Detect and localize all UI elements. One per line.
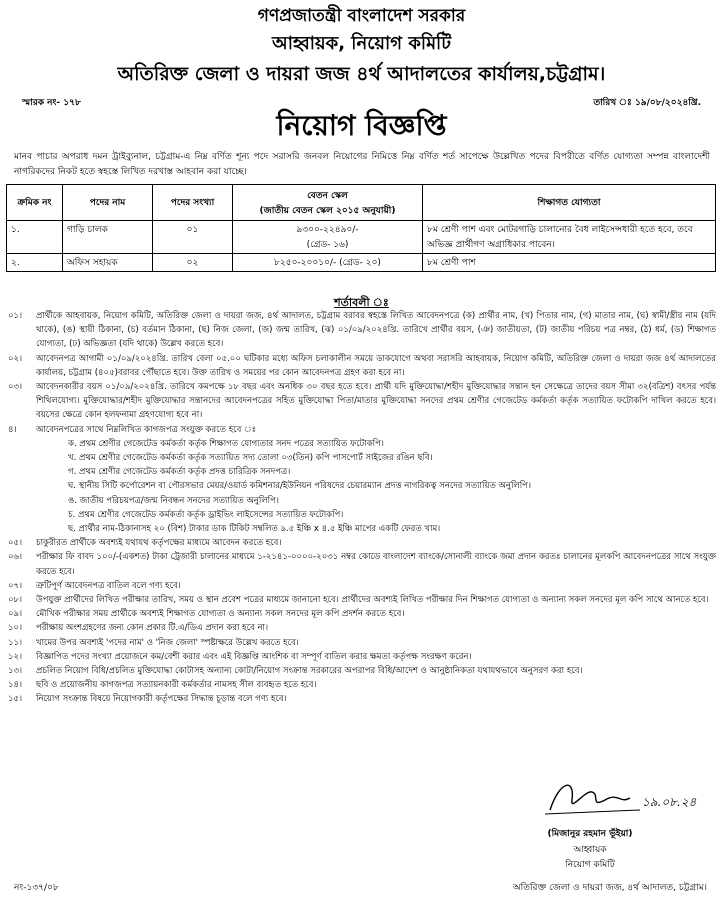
table-header-row (7, 185, 716, 221)
condition-number: ১২। (8, 651, 23, 662)
condition-number: ১১। (8, 637, 23, 648)
condition-item (8, 465, 716, 479)
page-title: নিয়োগ বিজ্ঞপ্তি (276, 109, 447, 142)
condition-item (8, 536, 716, 550)
office-heading: অতিরিক্ত জেলা ও দায়রা জজ ৪র্থ আদালতের কার্যালয়,চট্টগ্রাম। (117, 63, 606, 85)
condition-text: ত্রুটিপূর্ণ আবেদনপত্র বাতিল বলে গণ্য হবে। (36, 580, 181, 591)
condition-item (8, 508, 716, 522)
condition-item (8, 479, 716, 493)
condition-text: বিজ্ঞাপিত পদের সংখ্যা প্রয়োজনে কম/বেশী করার এবং এই বিজ্ঞপ্তি আংশিক বা সম্পূর্ণ বাতিল করার ক্ষমতা কর্তৃপক্ষ সংরক্ষণ করেন। (36, 651, 472, 662)
condition-text: প্রচলিত নিয়োগ বিধি/প্রচলিত মুক্তিযোদ্ধা কোটাসহ অন্যান্য কোটা/নিয়োগ সংক্রান্ত সরকারের অপরাপর বিধি/আদেশ ও আনুষ্ঠানিকতা যথাযথভাবে অনুসরণ করা হবে। (36, 666, 583, 677)
row-serial: ২. (7, 254, 63, 272)
table-row (7, 221, 716, 254)
condition-text: ছবি ও প্রয়োজনীয় কাগজপত্র সত্যায়নকারী কর্মকর্তার নামসহ সীল ব্যবহৃত হতে হবে। (36, 680, 317, 691)
memo-number: স্মারক নং- ১৭৮ (22, 98, 81, 108)
col-scale-label: বেতন স্কেল (307, 190, 348, 201)
condition-text: আবেদনকারীর বয়স ০১/০৯/২০২৪খ্রি. তারিখে কমপক্ষে ১৮ বছর এবং অনধিক ৩০ বছর হতে হবে। প্রার্থী যদি মুক্তিযোদ্ধা/শহীদ মুক্তিযোদ্ধার সন্তান হন সেক্ষেত্রে তাদের বয়স সীমা ৩২(বত্রিশ) বৎসর পর্যন্ত শিথিলযোগ্য। মুক্তিযোদ্ধার/শহীদ মুক্তিযোদ্ধার সন্তানদের আবেদনপত্রের সহিত মুক্তিযোদ্ধা পিতা/মাতার মুক্তিযোদ্ধা সনদের প্রথম শ্রেণীর গেজেটেড কর্মকর্তা কর্তৃক সত্যায়িত ফটোকপি দাখিল করতে হবে। বয়সের ক্ষেত্রে কোন হলফনামা গ্রহণযোগ্য হবে না। (36, 382, 716, 421)
signatory-office: অতিরিক্ত জেলা ও দায়রা জজ, ৪র্থ আদালত, চট্টগ্রাম। (512, 883, 707, 893)
condition-text: মৌখিক পরীক্ষার সময় প্রার্থীকে অবশ্যই শিক্ষাগত যোগ্যতা ও অন্যান্য সকল সনদের মূল কপি প্রদর্শন করতে হবে। (36, 609, 405, 620)
condition-text: আবেদনপত্রের সাথে নিম্নলিখিত কাগজপত্র সংযুক্ত করতে হবে ঃ (36, 424, 257, 435)
condition-text: প্রার্থীকে আহবায়ক, নিয়োগ কমিটি, অতিরিক্ত জেলা ও দায়রা জজ, ৪র্থ আদালত, চট্টগ্রাম বরাবর স্বহস্তে লিখিত আবেদনপত্রে (ক) প্রার্থীর নাম, (খ) পিতার নাম, (গ) মাতার নাম, (ঘ) স্বামী/স্ত্রীর নাম (যদি থাকে), (ঙ) স্থায়ী ঠিকানা, (চ) বর্তমান ঠিকানা, (ছ) নিজ জেলা, (জ) জন্ম তারিখ, (ঝ) ০১/০৯/২০২৪খ্রি. তারিখে প্রার্থীর বয়স, (ঞ) জাতীয়তা, (ট) জাতীয় পরিচয় পত্র নম্বর, (ঠ) ধর্ম, (ড) শিক্ষাগত যোগ্যতা, (ঢ) অভিজ্ঞতা (যদি থাকে) উল্লেখ করতে হবে। (36, 311, 716, 350)
condition-text: ছ. প্রার্থীর নাম-ঠিকানাসহ ২০ (বিশ) টাকার ডাক টিকিট সম্বলিত ৯.৫ ইঞ্চি x ৪.৫ ইঞ্চি মাপের একটি ফেরত খাম। (68, 524, 441, 535)
condition-number: ১৫। (8, 694, 23, 705)
condition-text: ক. প্রথম শ্রেণীর গেজেটেড কর্মকর্তা কর্তৃক শিক্ষাগত যোগ্যতার সনদ পত্রের সত্যায়িত ফটোকপি। (68, 438, 384, 449)
row-post: অফিস সহায়ক (63, 254, 153, 272)
posts-table (6, 184, 716, 272)
condition-number: ০৯। (8, 609, 23, 620)
row-post: গাড়ি চালক (63, 221, 153, 254)
condition-item (8, 636, 716, 650)
row-count: ০২ (153, 254, 233, 272)
condition-number: ০৩। (8, 382, 23, 393)
condition-text: চাকুরীরত প্রার্থীকে অবশ্যই যথাযথ কর্তৃপক্ষের মাধ্যমে আবেদন করতে হবে। (36, 538, 282, 549)
row-serial: ১. (7, 221, 63, 254)
committee-heading: আহ্বায়ক, নিয়োগ কমিটি (271, 33, 452, 54)
condition-item (8, 607, 716, 621)
condition-number: ০৭। (8, 580, 23, 591)
row-count: ০১ (153, 221, 233, 254)
condition-text: গ. প্রথম শ্রেণীর গেজেটেড কর্মকর্তা কর্তৃক প্রদত্ত চারিত্রিক সনদপত্র। (68, 467, 291, 478)
condition-text: উপযুক্ত প্রার্থীদের লিখিত পরীক্ষার তারিখ, সময় ও স্থান প্রবেশ পত্রের মাধ্যমে জানানো হবে। প্রার্থীদের অবশ্যই লিখিত পরীক্ষার দিন শিক্ষাগত যোগ্যতা ও অন্যান্য সকল সনদের মূল কপি সাথে আনতে হবে। (36, 595, 709, 606)
condition-item (8, 621, 716, 635)
condition-number: ৪। (8, 424, 17, 435)
condition-number: ১৪। (8, 680, 23, 691)
conditions-title: শর্তাবলী ঃ (334, 296, 389, 309)
condition-text: পরীক্ষায় অংশগ্রহণের জন্য কোন প্রকার টি.এ/ডিএ প্রদান করা হবে না। (36, 623, 269, 634)
row-qualification: ৮ম শ্রেণী পাশ এবং মোটরগাড়ি চালানোর বৈধ লাইসেন্সধারী হতে হবে, তবে অভিজ্ঞ প্রার্থীগণ অগ্রাধিকার পাবেন। (423, 221, 716, 254)
reference-number: নং-১৩৭/০৮ (14, 883, 59, 893)
col-post: পদের নাম (63, 185, 153, 221)
condition-number: ১০। (8, 623, 23, 634)
condition-item (8, 494, 716, 508)
condition-item (8, 451, 716, 465)
col-serial: ক্রমিক নং (7, 185, 63, 221)
condition-item (8, 309, 716, 352)
condition-text: পরীক্ষার ফি বাবদ ১০০/-(একশত) টাকা ট্রেজারী চালানের মাধ্যমে ১-২১৪১-০০০০-২০৩১ নম্বর কোডে বাংলাদেশ ব্যাংকে/সোনালী ব্যাংকে জমা প্রদান করতঃ চালানের মূলকপি আবেদনপত্রের সাথে সংযুক্ত করতে হবে। (36, 552, 716, 577)
row-scale (233, 254, 423, 272)
col-scale-sub: (জাতীয় বেতন স্কেল ২০১৫ অনুযায়ী) (259, 205, 396, 216)
signatory-role: আহ্বায়ক (573, 845, 607, 855)
condition-number: ১৩। (8, 666, 23, 677)
intro-paragraph: মানব পাচার অপরাধ দমন ট্রাইব্যুনাল, চট্টগ্রাম-এ নিম্ন বর্ণিত শূন্য পদে সরাসরি জনবল নিয়োগের নিমিত্তে নিম্ন বর্ণিত শর্ত সাপেক্ষে উল্লেখিত পদের বিপরীতে বর্ণিত যোগ্যতা সম্পন্ন বাংলাদেশী নাগরিকদের নিকট হতে স্বহস্তে লিখিত দরখাস্ত আহবান করা যাচ্ছে। (14, 152, 710, 177)
condition-number: ০১। (8, 311, 23, 321)
condition-item (8, 593, 716, 607)
condition-item (8, 437, 716, 451)
condition-text: খ. প্রথম শ্রেণীর গেজেটেড কর্মকর্তা কর্তৃক সত্যায়িত সদ্য তোলা ০৩(তিন) কপি পাসপোর্ট সাইজের রঙিন ছবি। (68, 453, 433, 464)
condition-item (8, 380, 716, 423)
notice-date: তারিখ ঃ ১৯/০৮/২০২৪খ্রি. (593, 98, 701, 108)
condition-item (8, 664, 716, 678)
condition-text: নিয়োগ সংক্রান্ত বিষয়ে নিয়োগকারী কর্তৃপক্ষের সিদ্ধান্ত চূড়ান্ত বলে গণ্য হবে। (36, 694, 287, 705)
signature-date: ১৯.০৮.২৪ (642, 795, 697, 809)
condition-item (8, 692, 716, 706)
row-scale-value: ৯৩০০-২২৪৯০/- (296, 225, 359, 235)
row-scale (233, 221, 423, 254)
row-grade: (গ্রেড- ২০) (339, 258, 381, 268)
condition-item (8, 650, 716, 664)
condition-number: ০২। (8, 353, 23, 364)
col-scale (233, 185, 423, 221)
condition-text: খামের উপর অবশ্যই 'পদের নাম' ও 'নিজ জেলা' স্পষ্টাক্ষরে উল্লেখ করতে হবে। (36, 637, 299, 648)
condition-item (8, 550, 716, 578)
conditions-list (8, 309, 716, 707)
signatory-name: (মিজানুর রহমান ভূঁইয়া) (547, 829, 633, 839)
condition-item (8, 352, 716, 380)
condition-number: ০৮। (8, 595, 23, 606)
condition-item (8, 579, 716, 593)
condition-text: ঘ. স্থানীয় সিটি কর্পোরেশন বা পৌরসভার মেয়র/ওয়ার্ড কমিশনার/ইউনিয়ন পরিষদের চেয়ারম্যান প্রদত্ত নাগরিকত্ব সনদের সত্যায়িত অনুলিপি। (68, 481, 531, 492)
condition-item (8, 678, 716, 692)
table-row (7, 254, 716, 272)
condition-text: ঙ. জাতীয় পরিচয়পত্র/জন্ম নিবন্ধন সনদের সত্যায়িত অনুলিপি। (68, 495, 279, 506)
condition-item (8, 423, 716, 437)
row-grade: (গ্রেড- ১৬) (306, 240, 349, 250)
condition-number: ০৫। (8, 538, 23, 549)
signatory-committee: নিয়োগ কমিটি (565, 860, 615, 870)
condition-number: ০৬। (8, 552, 23, 563)
condition-item (8, 522, 716, 536)
row-qualification: ৮ম শ্রেণী পাশ (423, 254, 716, 272)
col-qualification: শিক্ষাগত যোগ্যতা (423, 185, 716, 221)
government-heading: গণপ্রজাতন্ত্রী বাংলাদেশ সরকার (257, 6, 466, 26)
signature-mark (530, 770, 710, 822)
condition-text: চ. প্রথম শ্রেণীর গেজেটেড কর্মকর্তা কর্তৃক ড্রাইভিং লাইসেন্সের সত্যায়িত ফটোকপি। (68, 509, 344, 520)
condition-text: আবেদনপত্র আগামী ০১/০৯/২০২৪খ্রি. তারিখ বেলা ০৫.০০ ঘটিকার মধ্যে অফিস চলাকালীন সময়ে ডাকযোগে অথবা সরাসরি আহবায়ক, নিয়োগ কমিটি, অতিরিক্ত জেলা ও দায়রা জজ ৪র্থ আদালতের কার্যালয়, চট্টগ্রাম (৪০৫)বরাবর পৌঁছাতে হবে। উক্ত তারিখ ও সময়ের পর কোন আবেদনপত্র গ্রহণ করা হবে না। (36, 353, 716, 378)
row-scale-value: ৮২৫০-২০০১০/- (274, 258, 337, 268)
col-count: পদের সংখ্যা (153, 185, 233, 221)
